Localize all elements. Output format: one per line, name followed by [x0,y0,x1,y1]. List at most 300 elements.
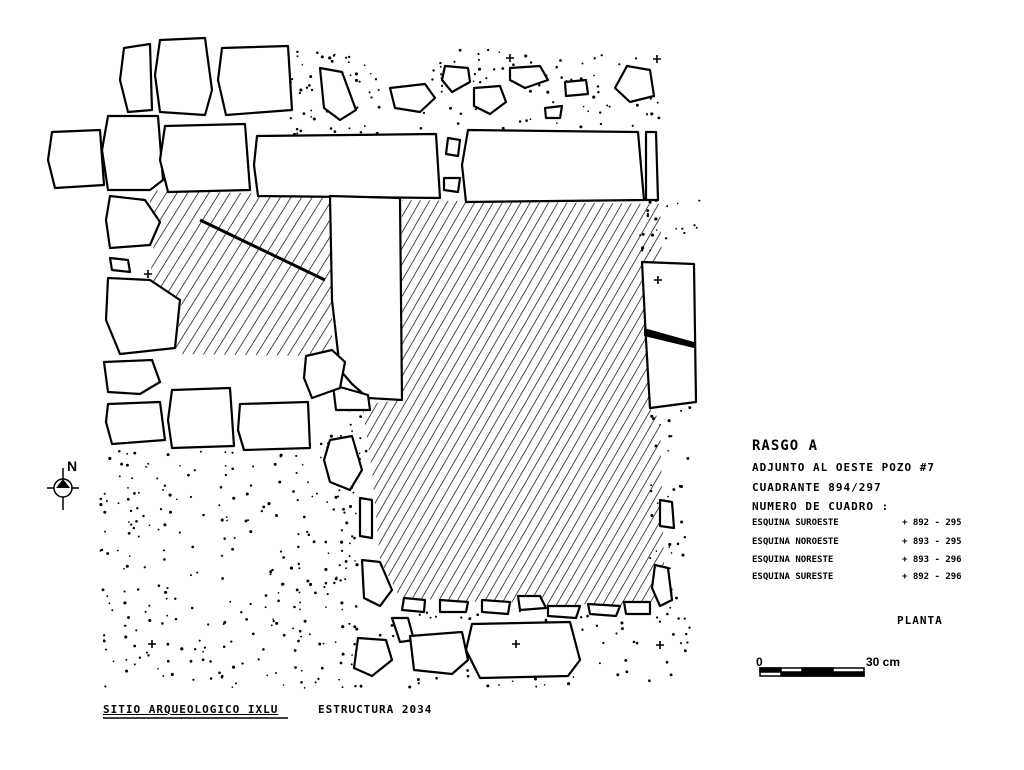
stipple-dot [677,543,680,546]
stipple-dot [297,499,299,501]
stipple-dot [333,582,335,584]
stipple-dot [283,634,286,637]
stipple-dot [232,686,234,688]
stipple-dot [601,54,603,56]
corner-name: ESQUINA SURESTE [752,572,834,582]
stipple-dot [247,519,249,521]
stipple-dot [275,514,278,517]
stipple-dot [113,661,115,663]
stipple-dot [423,112,425,114]
stipple-dot [252,465,254,467]
stipple-dot [468,617,471,620]
stipple-dot [103,640,106,643]
stipple-dot [311,89,313,91]
stipple-dot [133,645,136,648]
stipple-dot [145,466,147,468]
stipple-dot [668,435,671,438]
stipple-dot [538,84,540,86]
stipple-dot [323,643,325,645]
stipple-dot [175,618,177,620]
stipple-dot [296,128,299,131]
stipple-dot [337,495,339,497]
stipple-dot [297,55,299,57]
stipple-dot [313,118,316,121]
stipple-dot [379,634,382,637]
footer-structure: ESTRUCTURA 2034 [318,703,433,716]
stipple-dot [512,680,514,682]
stipple-dot [123,568,125,570]
stipple-dot [430,617,432,619]
stipple-dot [467,675,470,678]
stipple-dot [299,609,301,611]
stipple-dot [245,519,248,522]
stipple-dot [478,59,480,61]
stipple-dot [221,577,224,580]
stipple-dot [262,505,265,508]
stipple-dot [167,453,170,456]
stipple-dot [567,682,570,685]
stipple-dot [105,648,107,650]
stipple-dot [128,521,130,523]
stipple-dot [580,616,582,618]
stipple-dot [245,618,248,621]
stipple-dot [328,552,330,554]
stipple-dot [339,579,341,581]
stipple-dot [164,591,167,594]
stipple-dot [103,511,106,514]
stipple-dot [683,232,685,234]
stipple-dot [360,131,362,133]
stipple-dot [600,123,602,125]
stipple-dot [226,516,228,518]
stipple-dot [524,54,527,57]
stipple-dot [594,57,596,59]
stipple-dot [355,563,358,566]
stipple-dot [333,55,335,57]
stipple-dot [280,455,282,457]
stipple-dot [668,546,670,548]
stipple-dot [290,567,293,570]
stipple-dot [535,686,537,688]
stipple-dot [128,532,131,535]
stipple-dot [365,450,368,453]
stipple-dot [525,119,528,122]
stipple-dot [686,641,688,643]
stipple-dot [130,510,132,512]
stipple-dot [559,59,562,62]
stipple-dot [231,468,234,471]
legend-title: RASGO A [752,438,819,454]
stipple-dot [241,662,243,664]
stipple-dot [632,125,634,127]
stipple-dot [419,614,421,616]
footer-site-name: SITIO ARQUEOLOGICO IXLU [103,703,279,716]
stipple-dot [134,663,136,665]
stipple-dot [163,549,165,551]
stipple-dot [340,435,342,437]
stipple-dot [158,529,160,531]
stipple-dot [246,493,249,496]
stipple-dot [249,530,252,533]
stipple-dot [309,583,312,586]
stipple-dot [334,496,337,499]
stipple-dot [338,679,340,681]
legend-line-1: ADJUNTO AL OESTE POZO #7 [752,461,935,474]
stipple-dot [187,474,190,477]
stipple-dot [324,541,327,544]
stipple-dot [555,66,558,69]
stipple-dot [147,654,149,656]
stipple-dot [512,63,515,66]
stipple-dot [485,77,487,79]
stipple-dot [659,621,661,623]
stipple-dot [677,203,679,205]
stipple-dot [223,537,226,540]
stipple-dot [135,629,137,631]
stipple-dot [269,570,272,573]
stipple-dot [684,536,686,538]
stipple-dot [348,61,350,63]
stipple-dot [587,110,589,112]
corner-value: + 893 - 295 [902,537,962,547]
stipple-dot [648,679,651,682]
stipple-dot [296,588,299,591]
legend-line-3: NUMERO DE CUADRO : [752,500,890,513]
stipple-dot [218,671,221,674]
stipple-dot [476,613,479,616]
scale-start-label: 0 [756,655,763,669]
stipple-dot [624,659,627,662]
stipple-dot [194,469,196,471]
stipple-dot [325,582,328,585]
corner-value: + 892 - 296 [902,572,962,582]
corner-value: + 893 - 296 [902,555,962,565]
stipple-dot [278,592,280,594]
stipple-dot [493,68,495,70]
stipple-dot [693,224,695,226]
stipple-dot [202,658,205,661]
stipple-dot [108,457,111,460]
stipple-dot [127,616,130,619]
stipple-dot [478,68,481,71]
stipple-dot [297,546,299,548]
stipple-dot [360,685,363,688]
stipple-dot [299,92,301,94]
stipple-dot [126,453,128,455]
stipple-dot [169,511,172,514]
stipple-dot [698,200,700,202]
stipple-dot [309,75,312,78]
stipple-dot [327,593,329,595]
stipple-dot [314,592,317,595]
stipple-dot [171,673,174,676]
stipple-dot [392,635,394,637]
stipple-dot [301,670,303,672]
stipple-dot [147,463,149,465]
stipple-dot [149,524,151,526]
stipple-dot [196,572,198,574]
stipple-dot [675,228,677,230]
stipple-dot [473,80,475,82]
corner-name: ESQUINA NOROESTE [752,537,839,547]
stipple-dot [298,567,300,569]
stipple-dot [199,640,201,642]
stipple-dot [479,81,481,83]
stipple-dot [221,519,224,522]
stipple-dot [350,424,352,426]
stipple-dot [310,116,312,118]
stipple-dot [162,489,164,491]
stipple-dot [680,410,682,412]
stipple-dot [680,521,683,524]
stipple-dot [191,546,194,549]
stipple-dot [303,516,306,519]
stipple-dot [342,609,344,611]
stipple-dot [126,565,129,568]
stipple-dot [166,598,168,600]
stipple-dot [200,451,202,453]
stipple-dot [299,591,301,593]
stipple-dot [138,492,140,494]
stipple-dot [232,666,235,669]
stipple-dot [498,51,500,53]
stipple-dot [103,634,105,636]
stipple-dot [296,472,298,474]
stipple-dot [359,437,361,439]
stipple-dot [221,555,223,557]
stipple-dot [586,615,589,618]
view-label: PLANTA [897,614,943,627]
stipple-dot [167,643,170,646]
stipple-dot [125,670,128,673]
stipple-dot [556,122,558,124]
stipple-dot [353,625,356,628]
stipple-dot [441,85,443,87]
stipple-dot [204,646,206,648]
stipple-dot [163,523,166,526]
stipple-dot [460,616,462,618]
stipple-dot [144,566,146,568]
stipple-dot [262,648,265,651]
stipple-dot [209,660,212,663]
stipple-dot [633,641,636,644]
stipple-dot [342,653,345,656]
stipple-dot [688,406,691,409]
stipple-dot [355,513,357,515]
stipple-dot [530,61,532,63]
stipple-dot [618,63,620,65]
stipple-dot [207,623,209,625]
stipple-dot [657,117,660,120]
stipple-dot [223,621,226,624]
stipple-dot [354,685,356,687]
stipple-dot [649,201,652,204]
stipple-dot [684,649,687,652]
stipple-dot [226,520,228,522]
stipple-dot [133,527,135,529]
stipple-dot [345,567,347,569]
stipple-dot [166,587,168,589]
stipple-dot [135,520,138,523]
stipple-dot [431,78,433,80]
stipple-dot [378,106,381,109]
stipple-dot [345,521,348,524]
stipple-dot [440,66,442,68]
stipple-dot [328,56,331,59]
stipple-dot [129,555,131,557]
stipple-dot [102,588,105,591]
stipple-dot [156,477,158,479]
stipple-dot [466,669,469,672]
stipple-dot [592,96,595,99]
stipple-dot [599,111,601,113]
stipple-dot [667,496,669,498]
stipple-dot [529,90,532,93]
stipple-dot [370,96,372,98]
stipple-dot [290,117,292,119]
stipple-dot [125,659,127,661]
stipple-dot [299,630,302,633]
stipple-dot [534,678,537,681]
stipple-dot [303,112,306,115]
stipple-dot [318,643,321,646]
stipple-dot [167,660,170,663]
stipple-dot [106,500,108,502]
stipple-dot [340,541,343,544]
stipple-dot [597,85,599,87]
stipple-dot [477,53,479,55]
stipple-dot [359,415,362,418]
stipple-dot [282,556,285,559]
stipple-dot [378,89,380,91]
stipple-dot [169,494,172,497]
stipple-dot [224,451,226,453]
stipple-dot [119,475,121,477]
stipple-dot [104,685,106,687]
stipple-dot [435,677,438,680]
stipple-dot [593,75,595,77]
stipple-dot [202,651,204,653]
stipple-dot [597,91,599,93]
stipple-dot [252,633,255,636]
stipple-dot [138,536,140,538]
stipple-dot [265,594,268,597]
stipple-dot [573,676,575,678]
stipple-dot [335,641,337,643]
stipple-dot [596,625,598,627]
stipple-dot [131,477,133,479]
corner-row [752,555,962,565]
stipple-dot [359,81,361,83]
stipple-dot [106,595,108,597]
stipple-dot [139,657,141,659]
stipple-dot [667,450,669,452]
stipple-dot [666,205,668,207]
stipple-dot [142,515,144,517]
stipple-dot [615,632,617,634]
stipple-dot [341,529,343,531]
corner-row [752,518,962,528]
stipple-dot [100,498,103,501]
stipple-dot [530,118,532,120]
stipple-dot [665,237,667,239]
stipple-dot [355,72,358,75]
stipple-dot [657,102,659,104]
stipple-dot [498,684,500,686]
stipple-dot [582,63,584,65]
stipple-dot [210,677,213,680]
stipple-dot [304,620,307,623]
stipple-dot [291,78,293,80]
stipple-dot [439,62,441,64]
stipple-dot [671,552,673,554]
stipple-dot [292,490,295,493]
stipple-dot [306,531,308,533]
stipple-dot [136,507,138,509]
stipple-dot [370,73,372,75]
stipple-dot [250,484,252,486]
stipple-dot [298,563,300,565]
stipple-dot [297,640,300,643]
stipple-dot [349,543,351,545]
stipple-dot [675,597,678,600]
stipple-dot [304,687,306,689]
stipple-dot [487,49,489,51]
stipple-dot [579,125,582,128]
stipple-dot [146,652,148,654]
stipple-dot [684,617,686,619]
stipple-dot [335,577,338,580]
stipple-dot [369,91,371,93]
stipple-dot [581,629,583,631]
stipple-dot [249,603,251,605]
stipple-dot [685,633,687,635]
stipple-dot [359,453,361,455]
stipple-dot [330,435,333,438]
stipple-dot [320,457,322,459]
stipple-dot [271,624,273,626]
corner-row [752,537,962,547]
stipple-dot [351,430,353,432]
stipple-dot [190,660,193,663]
stipple-dot [148,605,150,607]
stipple-dot [342,508,345,511]
stipple-dot [145,611,147,613]
stipple-dot [261,510,263,512]
stipple-dot [190,574,192,576]
stipple-dot [672,488,675,491]
stipple-dot [104,531,106,533]
stipple-dot [341,550,343,552]
stipple-dot [349,555,351,557]
stipple-dot [309,633,311,635]
stipple-dot [344,578,346,580]
legend-line-2: CUADRANTE 894/297 [752,481,882,494]
stipple-dot [501,67,504,70]
stipple-dot [306,579,309,582]
stipple-dot [218,504,220,506]
stipple-dot [220,486,223,489]
stipple-dot [148,619,151,622]
stipple-dot [190,496,192,498]
stipple-dot [602,642,604,644]
stipple-dot [225,465,227,467]
stipple-dot [560,76,563,79]
stipple-dot [348,127,350,129]
stipple-dot [158,584,161,587]
stipple-dot [519,120,522,123]
stipple-dot [635,57,637,59]
